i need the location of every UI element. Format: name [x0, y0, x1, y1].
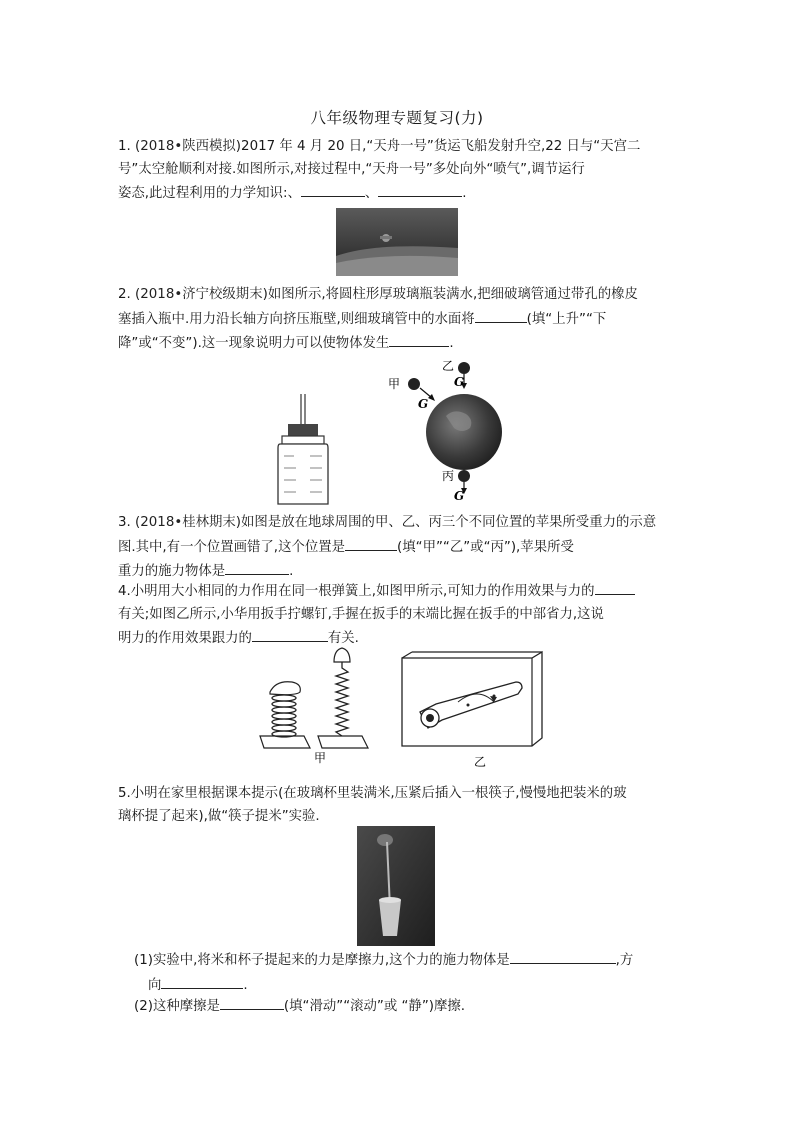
- q4-number: 4.: [118, 584, 131, 599]
- q4-text-1: 小明用大小相同的力作用在同一根弹簧上,如图甲所示,可知力的作用效果与力的: [130, 584, 595, 599]
- spacecraft-photo: [336, 208, 458, 276]
- label-g-yi: G: [454, 375, 465, 389]
- q4-text-2: 有关;如图乙所示,小华用扳手拧螺钉,手握在扳手的末端比握在扳手的中部省力,这说: [118, 606, 604, 622]
- q1-separator: 、: [364, 186, 379, 201]
- bottle-figure: [270, 392, 338, 508]
- q5-p2-text-1: (2)这种摩擦是: [134, 999, 220, 1014]
- q2-line-2: [118, 307, 678, 332]
- q3-number: 3.: [118, 515, 131, 530]
- q2-line-3: [118, 331, 678, 356]
- q1-answer-blank-2[interactable]: [378, 181, 462, 197]
- q5-part-2: [134, 994, 674, 1019]
- question-2: [118, 284, 678, 356]
- springs-figure: [256, 644, 380, 766]
- earth-apples-figure: [384, 354, 508, 506]
- q5-answer-blank-3[interactable]: [220, 994, 284, 1010]
- q5-text-1: 小明在家里根据课本提示(在玻璃杯里装满米,压紧后插入一根筷子,慢慢地把装米的玻: [130, 786, 627, 801]
- label-g-jia: G: [418, 397, 429, 411]
- q1-period: .: [462, 186, 467, 201]
- q1-source: (2018•陕西模拟): [135, 139, 242, 154]
- q4-answer-blank-1[interactable]: [595, 579, 635, 595]
- q5-answer-blank-2[interactable]: [161, 973, 243, 989]
- q5-p1-text-1b: ,方: [615, 953, 634, 968]
- q1-line-3: [118, 181, 678, 206]
- q5-p1-text-2: 向: [148, 977, 162, 993]
- wrench-figure: [398, 650, 548, 770]
- q3-text-1: 如图是放在地球周围的甲、乙、丙三个不同位置的苹果所受重力的示意: [241, 515, 657, 530]
- q3-text-2: 图.其中,有一个位置画错了,这个位置是: [118, 539, 346, 555]
- q1-line-1: [118, 136, 678, 159]
- question-4: [118, 579, 678, 651]
- q3-source: (2018•桂林期末): [135, 515, 242, 530]
- q2-answer-blank-2[interactable]: [389, 331, 449, 347]
- label-jia: 甲: [388, 377, 401, 391]
- q4-answer-blank-2[interactable]: [252, 626, 328, 642]
- q3-answer-blank-1[interactable]: [345, 535, 397, 551]
- q3-text-3: 重力的施力物体是: [118, 564, 226, 579]
- q2-line-1: [118, 284, 678, 307]
- q1-text-1: 2017 年 4 月 20 日,“天舟一号”货运飞船发射升空,22 日与“天宫二: [241, 139, 641, 154]
- question-5: [118, 783, 678, 828]
- q3-line-2: [118, 535, 678, 560]
- q3-period: .: [289, 564, 294, 579]
- q5-answer-blank-1[interactable]: [510, 948, 616, 964]
- q5-p2-text-2: (填“滑动”“滚动”或 “静”)摩擦.: [283, 999, 466, 1014]
- q1-text-3: 姿态,此过程利用的力学知识:、: [118, 186, 301, 201]
- label-yi: 乙: [442, 359, 455, 373]
- q4-text-3b: 有关.: [327, 631, 359, 646]
- q3-line-1: [118, 512, 678, 535]
- q5-text-2: 璃杯提了起来),做“筷子提米”实验.: [118, 808, 320, 824]
- q2-text-3: 降”或“不变”).这一现象说明力可以使物体发生: [118, 336, 390, 351]
- q3-text-2b: (填“甲”“乙”或“丙”),苹果所受: [397, 539, 574, 555]
- caption-yi: 乙: [474, 755, 487, 769]
- q1-answer-blank-1[interactable]: [301, 181, 365, 197]
- q1-text-2: 号”太空舱顺利对接.如图所示,对接过程中,“天舟一号”多处向外“喷气”,调节运行: [118, 161, 585, 177]
- label-bing: 丙: [442, 469, 455, 483]
- q2-number: 2.: [118, 287, 131, 302]
- q5-p1-period: .: [243, 977, 248, 993]
- question-3: [118, 512, 678, 584]
- label-g-bing: G: [454, 489, 465, 503]
- page-title: 八年级物理专题复习(力): [310, 109, 484, 127]
- q2-period: .: [449, 336, 454, 351]
- q2-answer-blank-1[interactable]: [475, 307, 527, 323]
- q2-text-1: 如图所示,将圆柱形厚玻璃瓶装满水,把细破璃管通过带孔的橡皮: [267, 287, 638, 302]
- q2-text-2b: (填“上升”“下: [526, 311, 607, 327]
- question-1: [118, 136, 678, 206]
- q5-number: 5.: [118, 786, 131, 801]
- q2-text-2: 塞插入瓶中.用力沿长轴方向挤压瓶壁,则细玻璃管中的水面将: [118, 311, 475, 327]
- caption-jia: 甲: [314, 751, 327, 765]
- q2-source: (2018•济宁校级期末): [135, 287, 268, 302]
- q3-answer-blank-2[interactable]: [225, 559, 289, 575]
- q4-line-1: [118, 579, 678, 604]
- q5-line-1: [118, 783, 678, 806]
- q1-number: 1.: [118, 139, 131, 154]
- q5-p1-text-1: (1)实验中,将米和杯子提起来的力是摩擦力,这个力的施力物体是: [134, 953, 510, 968]
- q4-line-3: [118, 626, 678, 651]
- q5-part-1: [134, 948, 674, 997]
- chopstick-rice-photo: [357, 826, 435, 946]
- q4-text-3: 明力的作用效果跟力的: [118, 631, 252, 646]
- q5-p1-line-1: [134, 948, 674, 973]
